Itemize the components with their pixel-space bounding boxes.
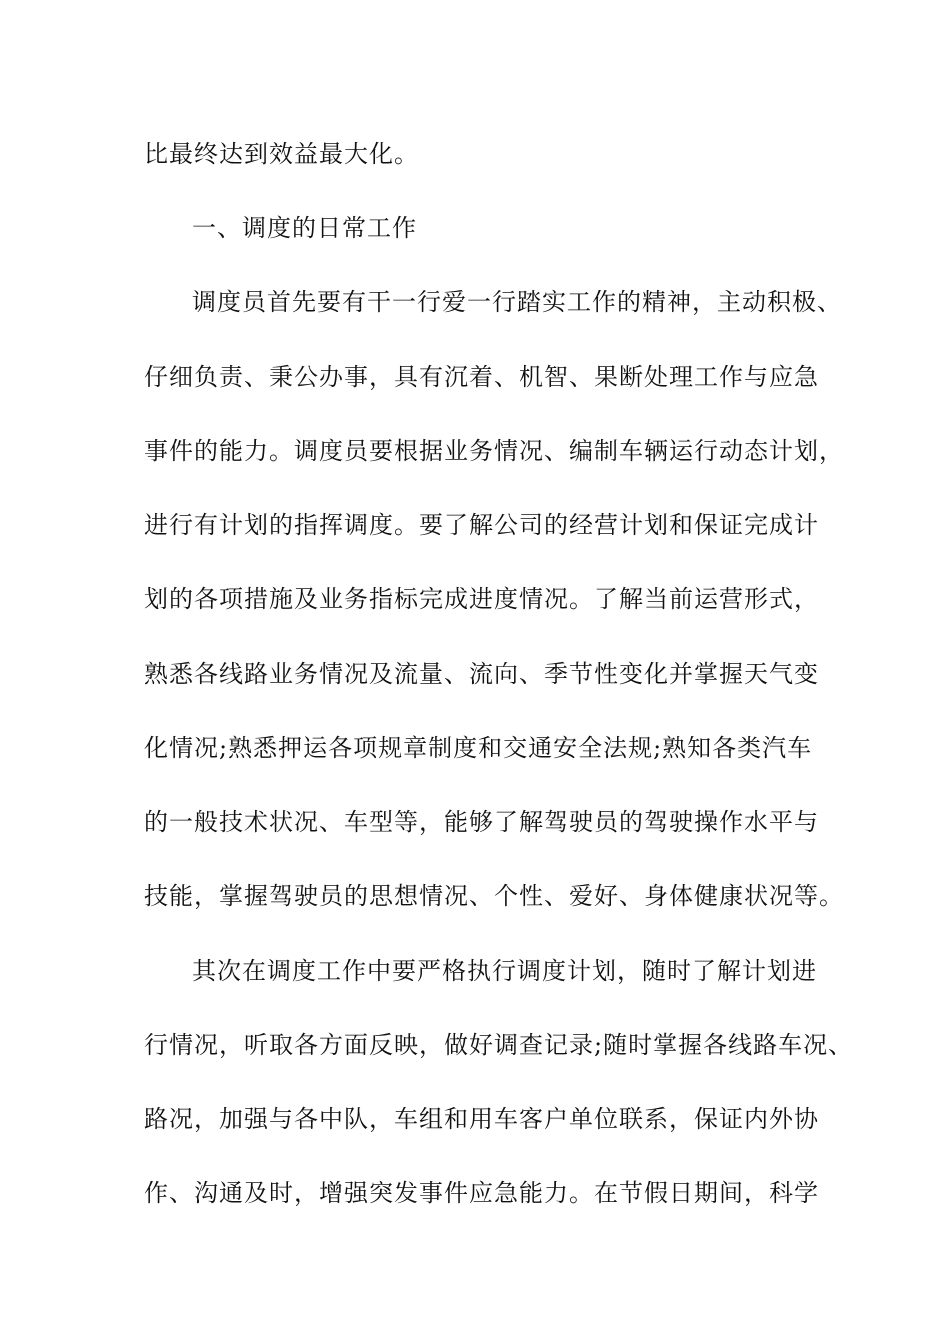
paragraph-2-line-3: 路况，加强与各中队，车组和用车客户单位联系，保证内外协 [144,1105,819,1133]
paragraph-1-line-6: 熟悉各线路业务情况及流量、流向、季节性变化并掌握天气变 [144,660,819,688]
paragraph-1-line-1: 调度员首先要有干一行爱一行踏实工作的精神，主动积极、 [192,288,842,316]
paragraph-1-line-5: 划的各项措施及业务指标完成进度情况。了解当前运营形式， [144,585,819,613]
paragraph-1-line-9: 技能，掌握驾驶员的思想情况、个性、爱好、身体健康状况等。 [144,882,844,910]
paragraph-2-line-4: 作、沟通及时，增强突发事件应急能力。在节假日期间，科学 [144,1179,819,1207]
text-line-1: 比最终达到效益最大化。 [144,140,419,168]
paragraph-1-line-4: 进行有计划的指挥调度。要了解公司的经营计划和保证完成计 [144,511,819,539]
paragraph-1-line-7: 化情况;熟悉押运各项规章制度和交通安全法规;熟知各类汽车 [144,734,813,762]
section-heading: 一、调度的日常工作 [192,214,417,242]
paragraph-1-line-2: 仔细负责、秉公办事，具有沉着、机智、果断处理工作与应急 [144,363,819,391]
paragraph-1-line-8: 的一般技术状况、车型等，能够了解驾驶员的驾驶操作水平与 [144,808,819,836]
paragraph-2-line-1: 其次在调度工作中要严格执行调度计划，随时了解计划进 [192,957,817,985]
paragraph-2-line-2: 行情况，听取各方面反映，做好调查记录;随时掌握各线路车况、 [144,1031,854,1059]
paragraph-1-line-3: 事件的能力。调度员要根据业务情况、编制车辆运行动态计划， [144,437,844,465]
